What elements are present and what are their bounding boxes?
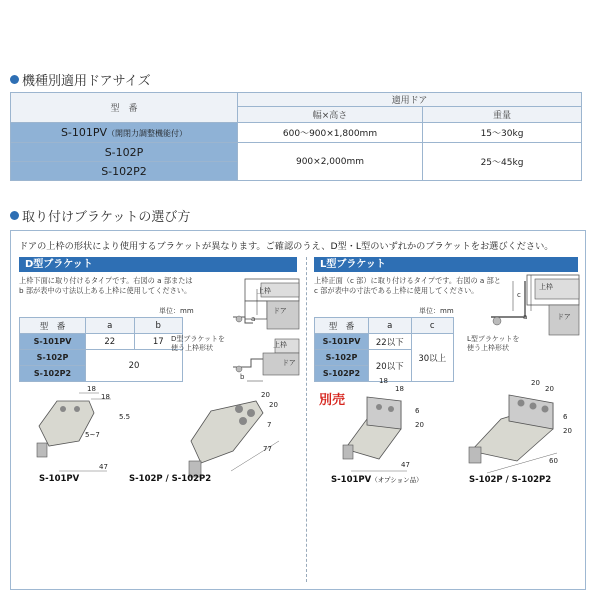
l-label-door: ドア [557, 313, 571, 321]
d-product-label-2: S-102P / S-102P2 [129, 474, 212, 484]
table-row: S-102P 20 [20, 350, 183, 366]
l-type-desc: 上枠正面（c 部）に取り付けるタイプです。右図の a 部と c 部が表中の寸法である上枠に使用してください。 [314, 276, 501, 295]
l-product-label-2: S-102P / S-102P2 [469, 475, 552, 485]
dim-label: 20 [269, 401, 278, 409]
model-cell: S-102P [11, 143, 238, 162]
l-product-label-1: S-101PV（オプション品） [331, 475, 423, 485]
l-label-c: c [517, 291, 521, 299]
d-product-label-1: S-101PV [39, 474, 80, 484]
dim-label: 18 [379, 377, 388, 385]
door-size-table [10, 92, 582, 181]
separate-sale-label: 別売 [319, 393, 346, 408]
dim-label: 5.5 [119, 413, 131, 421]
dim-label: 20 [415, 421, 424, 429]
header-door: 適用ドア [238, 93, 582, 107]
bullet-icon [10, 75, 19, 84]
l-frame-diagram [479, 271, 579, 341]
l-type-table: 型 番 a c S-101PV 22以下 30以上 S-102P 20以下 S-102P2 [314, 317, 454, 382]
dim-label: 6 [563, 413, 568, 421]
dim-label: 77 [263, 445, 272, 453]
divider [306, 257, 307, 582]
model-cell: S-102P2 [11, 162, 238, 181]
l-bracket-102p-drawing [457, 379, 577, 489]
d-label-a: a [251, 315, 256, 323]
dim-label: 5~7 [85, 431, 100, 439]
dim-label: 47 [401, 461, 410, 469]
d-type-header: D型ブラケット [19, 257, 297, 272]
d-type-table: 型 番 a b S-101PV 22 17 S-102P 20 S-102P2 [19, 317, 183, 382]
dim-label: 20 [563, 427, 572, 435]
c-value-cell: 30以上 [411, 334, 454, 382]
d-label-door-2: ドア [282, 359, 296, 367]
dim-label: 18 [101, 393, 110, 401]
l-label-a: a [523, 313, 528, 321]
header-size: 幅×高さ [238, 107, 423, 123]
bracket-panel [10, 230, 586, 590]
d-label-top: 上枠 [257, 287, 271, 295]
l-unit: 単位：mm [419, 307, 454, 315]
d-label-top-2: 上枠 [273, 341, 287, 349]
l-bracket-101pv-drawing [331, 379, 451, 489]
dim-label: 47 [99, 463, 108, 471]
dim-label: 60 [549, 457, 558, 465]
weight-cell: 15～30kg [423, 123, 582, 143]
table-row: S-101PV 22以下 30以上 [315, 334, 454, 350]
weight-cell: 25～45kg [423, 143, 582, 181]
size-cell: 900×2,000mm [238, 143, 423, 181]
dim-label: 7 [267, 421, 272, 429]
bullet-icon [10, 211, 19, 220]
dim-label: 20 [261, 391, 270, 399]
l-caption: L型ブラケットを 使う上枠形状 [467, 335, 520, 352]
model-cell: S-101PV（開閉力調整機能付） [11, 123, 238, 143]
dim-label: 6 [415, 407, 420, 415]
d-type-desc: 上枠下面に取り付けるタイプです。右図の a 部または b 部が表中の寸法以上ある上枠に使用してください。 [19, 276, 193, 295]
d-label-door: ドア [273, 307, 287, 315]
size-cell: 600～900×1,800mm [238, 123, 423, 143]
table-row: S-102P2 [315, 366, 454, 382]
table-row [11, 143, 582, 162]
table-row: S-102P 20以下 [315, 350, 454, 366]
l-label-top: 上枠 [539, 283, 553, 291]
dim-label: 18 [395, 385, 404, 393]
header-model: 型 番 [11, 93, 238, 123]
l-type-header: L型ブラケット [314, 257, 578, 272]
bracket-intro: ドアの上枠の形状により使用するブラケットが異なります。ご確認のうえ、D型・L型のいずれかのブラケットをお選びください。 [19, 241, 554, 252]
header-weight: 重量 [423, 107, 582, 123]
d-bracket-102p-drawing [171, 391, 291, 501]
table-row [11, 123, 582, 143]
section-title-door-size: 機種別適用ドアサイズ [10, 70, 151, 89]
section-title-bracket: 取り付けブラケットの選び方 [10, 206, 190, 225]
table-row: S-102P2 [20, 366, 183, 382]
d-unit: 単位：mm [159, 307, 194, 315]
dim-label: 18 [87, 385, 96, 393]
table-row: S-101PV 22 17 [20, 334, 183, 350]
dim-label: 20 [531, 379, 540, 387]
dim-label: 20 [545, 385, 554, 393]
d-label-b: b [240, 373, 245, 381]
d-caption: D型ブラケットを 使う上枠形状 [171, 335, 226, 352]
